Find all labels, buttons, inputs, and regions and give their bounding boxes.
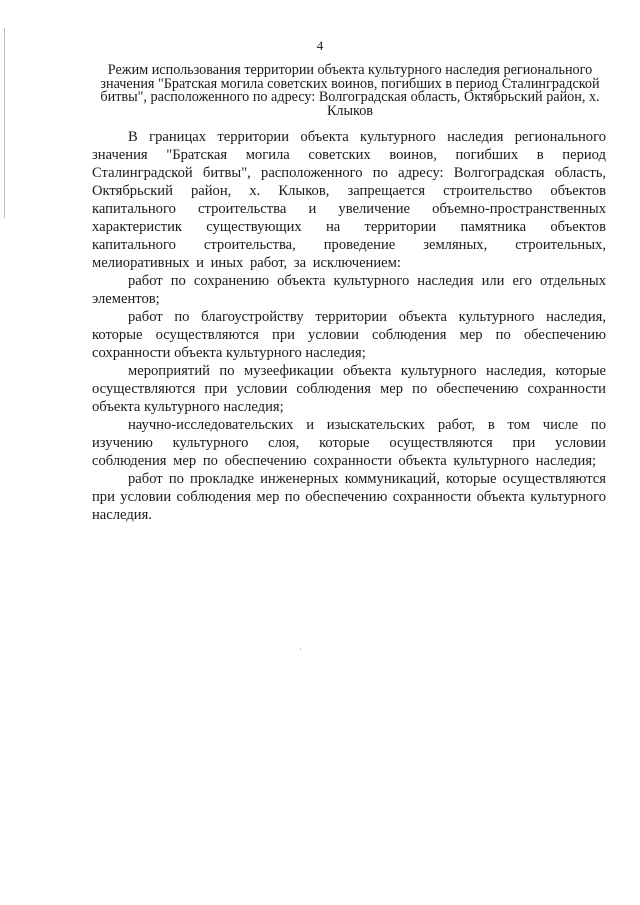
paragraph-exception-research: научно-исследовательских и изыскательских работ, в том числе по изучению культурного слоя, которые осуществляются при условии соблюдения мер по обеспечению сохранности объекта культурного наследия; bbox=[92, 417, 606, 469]
paragraph-main-restriction: В границах территории объекта культурного наследия регионального значения "Братская могила советских воинов, погибших в период Сталинградской битвы", расположенного по адресу: Волгоградская область, Октябрьский район, х. Клыков, запрещается строительство объектов капитального строительства и увеличение объемно-пространственных характеристик существующих на территории памятника объектов капитального строительства, проведение земляных, строительных, мелиоративных и иных работ, за исключением: bbox=[92, 129, 606, 271]
document-title: Режим использования территории объекта культурного наследия регионального значения "Братская могила советских воинов, погибших в период Сталинградской битвы", расположенного по адресу: Волгоградская область, Октябрьский район, х. Клыков bbox=[100, 62, 600, 119]
document-body bbox=[92, 128, 606, 524]
page-number: 4 bbox=[316, 38, 324, 53]
paragraph-exception-landscaping: работ по благоустройству территории объекта культурного наследия, которые осуществляются при условии соблюдения мер по обеспечению сохранности объекта культурного наследия; bbox=[92, 309, 606, 361]
paragraph-exception-museumification: мероприятий по музеефикации объекта культурного наследия, которые осуществляются при условии соблюдения мер по обеспечению сохранности объекта культурного наследия; bbox=[92, 363, 606, 415]
paragraph-exception-utilities: работ по прокладке инженерных коммуникаций, которые осуществляются при условии соблюдения мер по обеспечению сохранности объекта культурного наследия. bbox=[92, 471, 606, 523]
scan-speck bbox=[300, 648, 301, 650]
scan-edge-mark bbox=[4, 28, 5, 218]
paragraph-exception-preservation: работ по сохранению объекта культурного наследия или его отдельных элементов; bbox=[92, 273, 606, 307]
